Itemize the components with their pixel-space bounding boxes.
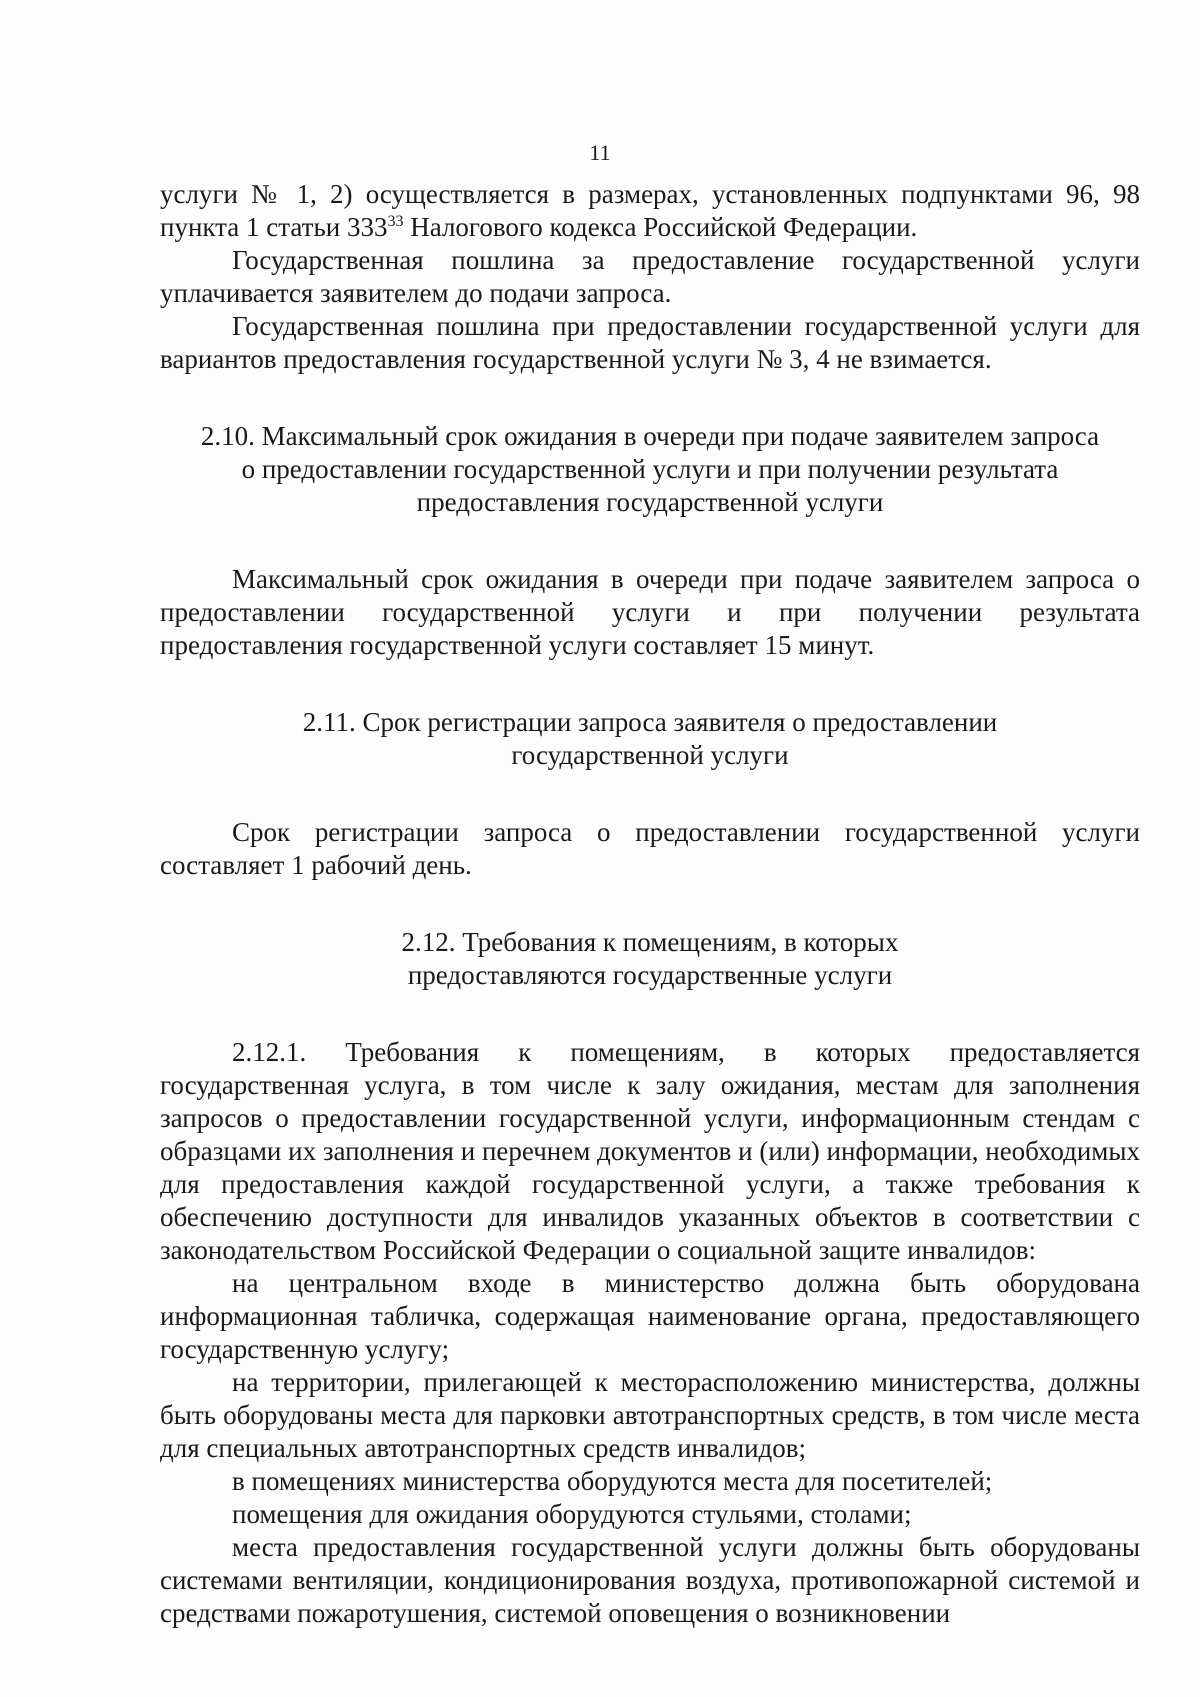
intro-line-2: [160, 211, 1140, 244]
intro-line-1-text: услуги № 1, 2) осуществляется в размерах, установленных подпунктами 96, 98: [160, 179, 1140, 209]
paragraph-parking: на территории, прилегающей к месторасположению министерства, должны быть оборудованы места для парковки автотранспортных средств, в том числе места для специальных автотранспортных средств инвалидов;: [160, 1367, 1140, 1463]
heading-2-11: 2.11. Срок регистрации запроса заявителя о предоставлении государственной услуги: [302, 707, 998, 770]
paragraph-entrance-sign: на центральном входе в министерство должна быть оборудована информационная табличка, содержащая наименование органа, предоставляющего государственную услугу;: [160, 1268, 1140, 1364]
heading-2-12: 2.12. Требования к помещениям, в которых предоставляются государственные услуги: [401, 927, 899, 990]
heading-2-10: 2.10. Максимальный срок ожидания в очереди при подаче заявителем запроса о предоставлении государственной услуги и при получении результата предоставления государственной услуги: [200, 421, 1100, 517]
paragraph-service-places: места предоставления государственной услуги должны быть оборудованы системами вентиляции, кондиционирования воздуха, противопожарной системой и средствами пожаротушения, системой оповещения о возникновении: [160, 1532, 1140, 1628]
paragraph-waiting-rooms: помещения для ожидания оборудуются стульями, столами;: [232, 1499, 912, 1529]
paragraph-2-12-1: 2.12.1. Требования к помещениям, в которых предоставляется государственная услуга, в том числе к залу ожидания, местам для заполнения запросов о предоставлении государственной услуги, информационным стендам с образцами их заполнения и перечнем документов и (или) информации, необходимых для предоставления каждой государственной услуги, а также требования к обеспечению доступности для инвалидов указанных объектов в соответствии с законодательством Российской Федерации о социальной защите инвалидов:: [160, 1037, 1140, 1265]
article-superscript: 33: [387, 213, 404, 230]
paragraph-fee-exempt: Государственная пошлина при предоставлении государственной услуги для вариантов предоставления государственной услуги № 3, 4 не взимается.: [160, 311, 1140, 374]
paragraph-visitor-places: в помещениях министерства оборудуются места для посетителей;: [232, 1466, 993, 1496]
paragraph-fee-paid: Государственная пошлина за предоставление государственной услуги уплачивается заявителем до подачи запроса.: [160, 245, 1140, 308]
intro-line-2-text: пункта 1 статьи 333: [160, 212, 388, 242]
paragraph-2-11: Срок регистрации запроса о предоставлении государственной услуги составляет 1 рабочий день.: [160, 817, 1140, 880]
paragraph-2-10: Максимальный срок ожидания в очереди при подаче заявителем запроса о предоставлении государственной услуги и при получении результата предоставления государственной услуги составляет 15 минут.: [160, 564, 1140, 660]
intro-line-2-tail: Налогового кодекса Российской Федерации.: [403, 212, 918, 242]
document-body: [160, 178, 1140, 1630]
page-number: 11: [589, 140, 611, 165]
intro-line-1: [160, 178, 1140, 211]
